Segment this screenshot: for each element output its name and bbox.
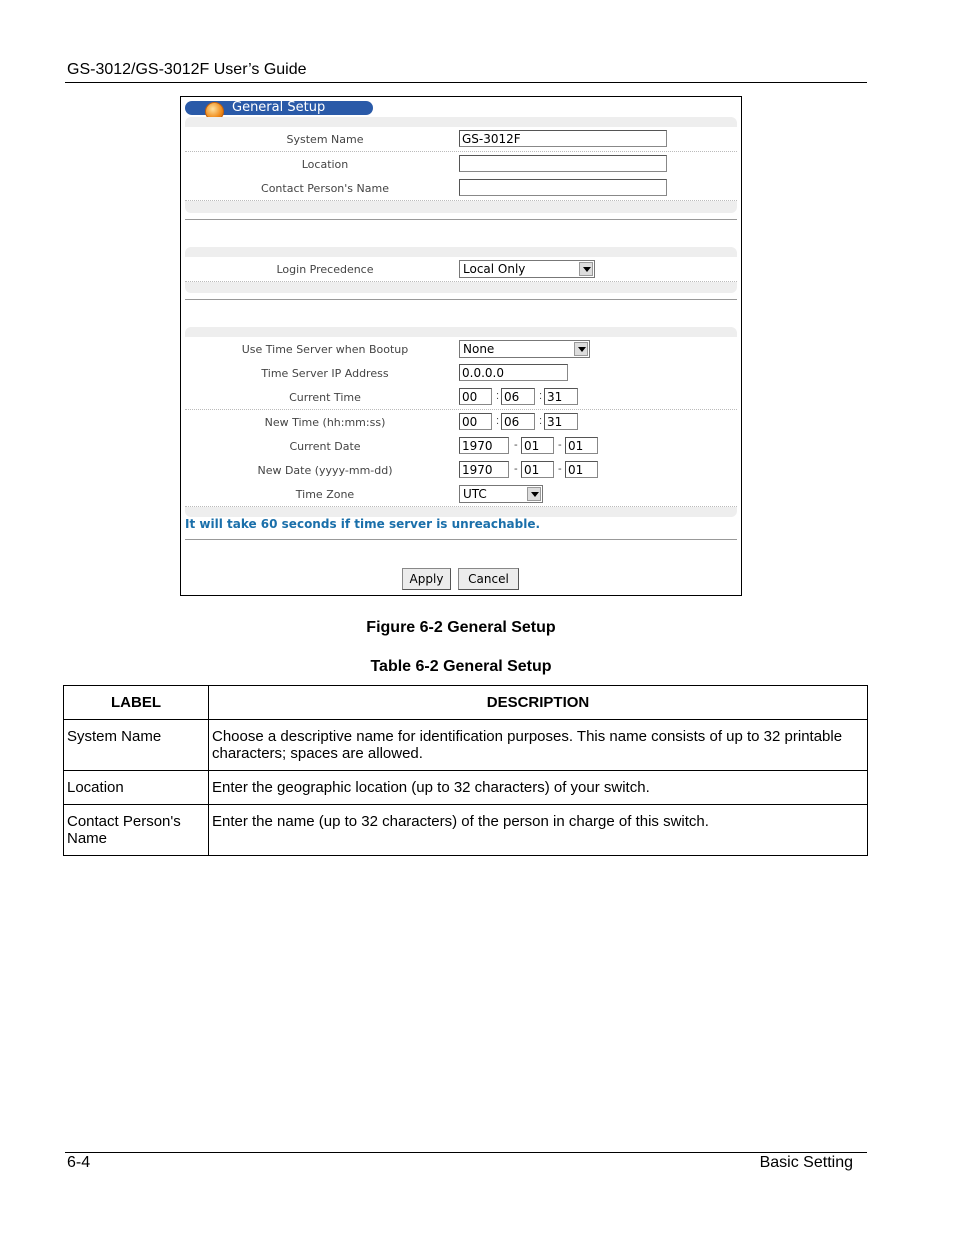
system-name-row bbox=[185, 127, 737, 152]
time-colon: : bbox=[539, 390, 543, 402]
current-time-row bbox=[185, 385, 737, 410]
login-precedence-row bbox=[185, 257, 737, 282]
login-precedence-value: Local Only bbox=[463, 262, 526, 276]
table-row bbox=[64, 771, 868, 805]
time-server-select[interactable] bbox=[459, 340, 590, 358]
time-server-note: It will take 60 seconds if time server is unreachable. bbox=[185, 517, 541, 531]
contact-label: Contact Person's Name bbox=[261, 182, 389, 195]
time-zone-row bbox=[185, 482, 737, 507]
time-server-value: None bbox=[463, 342, 495, 356]
time-server-label: Use Time Server when Bootup bbox=[241, 343, 409, 356]
table-row bbox=[64, 720, 868, 771]
date-dash: - bbox=[514, 463, 518, 475]
date-dash: - bbox=[514, 439, 518, 451]
current-minute-field: 06 bbox=[501, 388, 535, 405]
system-name-input[interactable]: GS-3012F bbox=[459, 130, 667, 147]
figure-caption: Figure 6-2 General Setup bbox=[366, 619, 556, 636]
cancel-button[interactable]: Cancel bbox=[458, 568, 519, 590]
new-date-row bbox=[185, 458, 737, 483]
location-row bbox=[185, 152, 737, 177]
location-label: Location bbox=[301, 158, 349, 171]
date-dash: - bbox=[558, 463, 562, 475]
new-time-row bbox=[185, 410, 737, 435]
table-header-row bbox=[64, 686, 868, 720]
row-label: Contact Person's Name bbox=[64, 805, 209, 856]
new-date-label: New Date (yyyy-mm-dd) bbox=[257, 464, 393, 477]
header-divider bbox=[65, 82, 867, 83]
new-time-label: New Time (hh:mm:ss) bbox=[264, 416, 386, 429]
table-caption: Table 6-2 General Setup bbox=[370, 658, 552, 675]
section-divider bbox=[185, 299, 737, 300]
time-server-ip-label: Time Server IP Address bbox=[261, 367, 389, 380]
location-input[interactable] bbox=[459, 155, 667, 172]
chevron-down-icon[interactable] bbox=[527, 487, 541, 501]
contact-row bbox=[185, 176, 737, 201]
current-time-label: Current Time bbox=[289, 391, 361, 404]
current-year-field: 1970 bbox=[459, 437, 509, 454]
new-year-input[interactable]: 1970 bbox=[459, 461, 509, 478]
page-header-title: GS-3012/GS-3012F User’s Guide bbox=[67, 61, 307, 78]
new-second-input[interactable]: 31 bbox=[544, 413, 578, 430]
description-table bbox=[63, 685, 868, 856]
time-zone-label: Time Zone bbox=[295, 488, 355, 501]
time-zone-select[interactable] bbox=[459, 485, 543, 503]
section-divider bbox=[185, 539, 737, 540]
footer-divider bbox=[65, 1152, 867, 1153]
current-day-field: 01 bbox=[565, 437, 598, 454]
current-date-row bbox=[185, 434, 737, 459]
row-label: Location bbox=[64, 771, 209, 805]
page-number: 6-4 bbox=[67, 1154, 91, 1171]
tab-title: General Setup bbox=[232, 100, 326, 115]
row-label: System Name bbox=[64, 720, 209, 771]
new-month-input[interactable]: 01 bbox=[521, 461, 554, 478]
current-date-label: Current Date bbox=[289, 440, 361, 453]
contact-input[interactable] bbox=[459, 179, 667, 196]
current-month-field: 01 bbox=[521, 437, 554, 454]
chevron-down-icon[interactable] bbox=[574, 342, 588, 356]
time-zone-value: UTC bbox=[463, 487, 487, 501]
row-description: Enter the name (up to 32 characters) of the person in charge of this switch. bbox=[209, 805, 868, 856]
new-day-input[interactable]: 01 bbox=[565, 461, 598, 478]
general-setup-tab bbox=[185, 101, 373, 115]
current-hour-field: 00 bbox=[459, 388, 492, 405]
row-description: Choose a descriptive name for identification purposes. This name consists of up to 32 printable characters; spaces are allowed. bbox=[209, 720, 868, 771]
new-minute-input[interactable]: 06 bbox=[501, 413, 535, 430]
date-dash: - bbox=[558, 439, 562, 451]
time-server-ip-row bbox=[185, 361, 737, 386]
current-second-field: 31 bbox=[544, 388, 578, 405]
chevron-down-icon[interactable] bbox=[579, 262, 593, 276]
login-precedence-select[interactable] bbox=[459, 260, 595, 278]
new-hour-input[interactable]: 00 bbox=[459, 413, 492, 430]
time-colon: : bbox=[539, 415, 543, 427]
section-divider bbox=[185, 219, 737, 220]
time-colon: : bbox=[496, 390, 500, 402]
label-column-header: LABEL bbox=[64, 686, 209, 720]
apply-button[interactable]: Apply bbox=[402, 568, 451, 590]
table-row bbox=[64, 805, 868, 856]
time-server-ip-input[interactable]: 0.0.0.0 bbox=[459, 364, 568, 381]
system-name-label: System Name bbox=[286, 133, 364, 146]
general-setup-screenshot bbox=[180, 96, 742, 596]
time-server-row bbox=[185, 337, 737, 362]
login-precedence-label: Login Precedence bbox=[276, 263, 374, 276]
time-colon: : bbox=[496, 415, 500, 427]
footer-section: Basic Setting bbox=[759, 1154, 853, 1171]
description-column-header: DESCRIPTION bbox=[209, 686, 868, 720]
row-description: Enter the geographic location (up to 32 characters) of your switch. bbox=[209, 771, 868, 805]
